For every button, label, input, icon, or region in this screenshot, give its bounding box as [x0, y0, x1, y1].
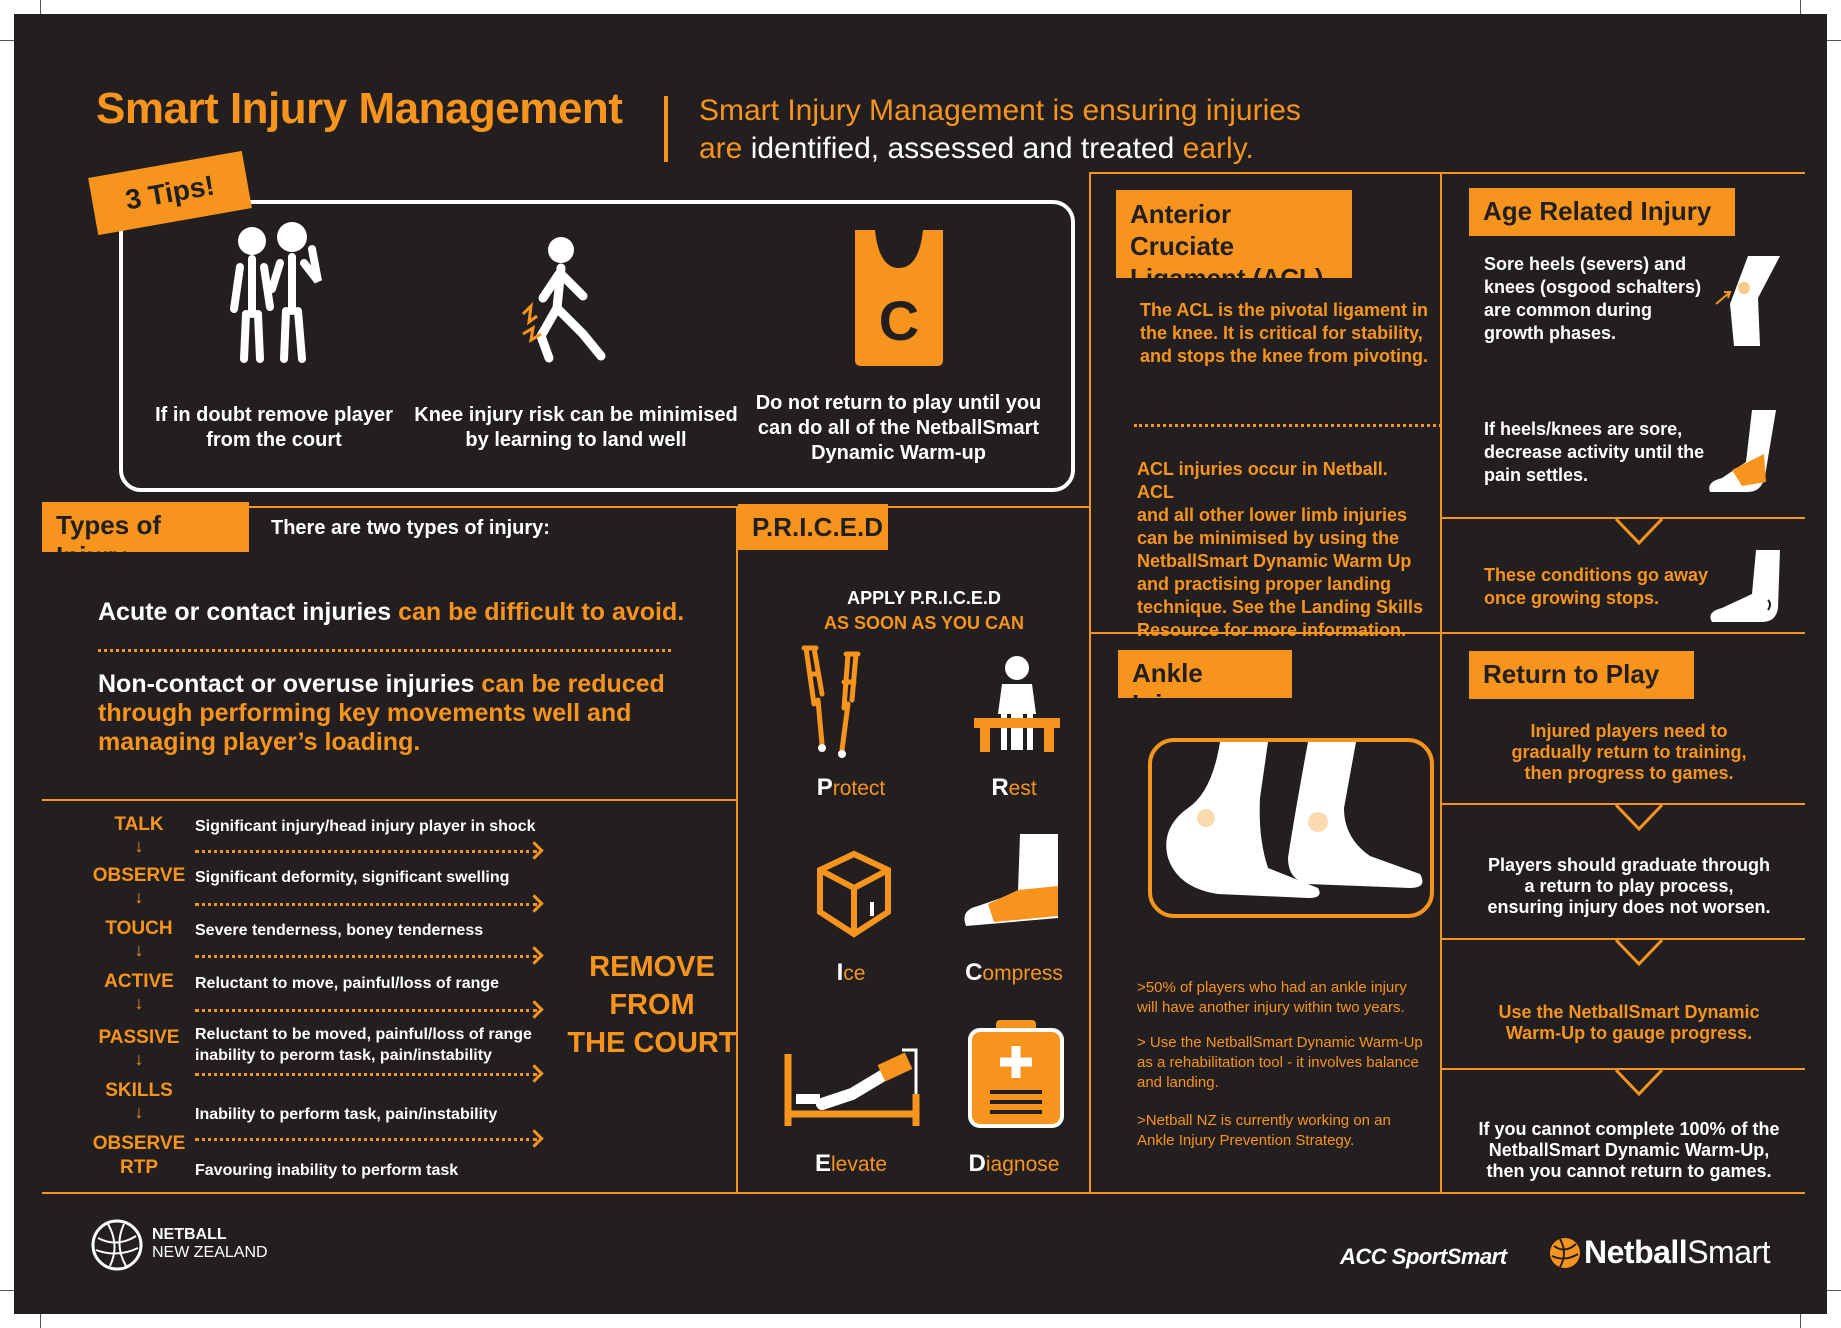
rtp-tab: Return to Play [1469, 651, 1694, 699]
bib-letter: C [878, 289, 920, 352]
priced-compress: Compress [965, 959, 1063, 986]
ankle-feet-illustration [1148, 738, 1434, 918]
crop-mark [0, 1290, 14, 1291]
acc-sportsmart-logo: ACC SportSmart [1340, 1244, 1507, 1269]
dotted-arrow [195, 955, 537, 958]
ankle-bullet-1: >50% of players who had an ankle injury will have another injury within two years. [1137, 979, 1407, 1016]
foot-icon [1706, 548, 1786, 626]
priced-ice: Ice [836, 959, 866, 986]
acl-paragraph-2: ACL injuries occur in Netball. ACL and all other lower limb injuries can be minimised by using the NetballSmart Dynamic Warm Up and practising proper landing technique. See the Landing Skills Resource for more information. [1137, 459, 1424, 640]
running-player-icon [519, 236, 629, 366]
subtitle-line: are identified, assessed and treated early. [699, 132, 1254, 165]
rtp-paragraph-4: If you cannot complete 100% of the NetballSmart Dynamic Warm-Up, then you cannot return to games. [1478, 1119, 1780, 1181]
page-title: Smart Injury Management [96, 84, 623, 133]
step-touch: TOUCH [105, 918, 173, 939]
acute-statement: Acute or contact injuries can be difficult to avoid. [98, 598, 685, 626]
crop-mark [40, 1314, 41, 1328]
priced-tab: P.R.I.C.E.D [738, 504, 888, 550]
priced-protect: Protect [816, 774, 886, 801]
types-intro: There are two types of injury: [271, 517, 550, 539]
crop-mark [0, 40, 14, 41]
tip-3: Do not return to play until you can do all of the NetballSmart Dynamic Warm-up [755, 392, 1042, 464]
rtp-paragraph-2: Players should graduate through a return to play process, ensuring injury does not worsen. [1487, 855, 1771, 917]
netball-nz-wordmark: NETBALL NEW ZEALAND [152, 1226, 268, 1261]
priced-elevate: Elevate [814, 1150, 888, 1177]
first-aid-kit-icon [966, 1018, 1066, 1128]
step-observe: OBSERVE [92, 865, 186, 886]
title-divider [664, 96, 668, 162]
dotted-arrow [195, 850, 537, 853]
step-skills: SKILLS [105, 1080, 173, 1101]
chevron-down-icon [1614, 1068, 1664, 1096]
elevate-bed-icon [782, 1044, 922, 1129]
acl-tab: Anterior Cruciate Ligament (ACL) [1116, 190, 1352, 278]
players-icon [214, 219, 334, 364]
netballsmart-wordmark: NetballSmart [1584, 1234, 1771, 1270]
tip-1: If in doubt remove player from the court [155, 404, 393, 451]
chevron-down-icon [1614, 938, 1664, 966]
step-passive: PASSIVE [98, 1027, 180, 1048]
step-desc: Significant deformity, significant swelling [195, 869, 510, 886]
step-active: ACTIVE [104, 971, 174, 992]
ankle-bullet-2: > Use the NetballSmart Dynamic Warm-Up as a rehabilitation tool - it involves balance and landing. [1137, 1034, 1423, 1091]
types-tab: Types of Injury [42, 502, 249, 552]
poster [14, 14, 1827, 1314]
divider [1440, 172, 1442, 1192]
priced-rest: Rest [991, 774, 1037, 801]
divider [1089, 172, 1091, 1192]
step-desc: Favouring inability to perform task [195, 1162, 459, 1179]
step-desc: Reluctant to move, painful/loss of range [195, 975, 500, 992]
dotted-arrow [195, 1009, 537, 1012]
netballsmart-ball-icon [1548, 1236, 1582, 1270]
age-tab: Age Related Injury [1469, 188, 1735, 236]
page-subtitle [699, 92, 1399, 168]
subtitle-line: Smart Injury Management is ensuring injuries [699, 94, 1301, 127]
step-desc: Inability to perform task, pain/instability [195, 1106, 498, 1123]
divider [736, 506, 738, 1192]
step-desc: Reluctant to be moved, painful/loss of range inability to perorm task, pain/instability [195, 1026, 532, 1064]
step-observe-rtp: OBSERVE RTP [92, 1133, 186, 1178]
dotted-divider [98, 649, 671, 652]
step-talk: TALK [114, 814, 164, 835]
crop-mark [1800, 1314, 1801, 1328]
ankle-tab: Ankle Injury [1118, 650, 1292, 698]
netball-nz-logo-icon [90, 1218, 144, 1272]
down-arrow-icon: ↓ [134, 993, 144, 1013]
crop-mark [40, 0, 41, 14]
compress-foot-icon [958, 830, 1068, 930]
chevron-down-icon [1614, 803, 1664, 831]
remove-from-court: REMOVE FROM THE COURT [567, 951, 737, 1059]
priced-instruction: APPLY P.R.I.C.E.D AS SOON AS YOU CAN [823, 588, 1025, 633]
knee-leg-icon [1714, 254, 1784, 349]
heel-foot-icon [1706, 408, 1778, 498]
acl-paragraph-1: The ACL is the pivotal ligament in the knee. It is critical for stability, and stops the knee from pivoting. [1140, 300, 1429, 366]
crop-mark [1827, 1290, 1841, 1291]
step-desc: Severe tenderness, boney tenderness [195, 922, 484, 939]
down-arrow-icon: ↓ [134, 836, 144, 856]
dotted-divider [1134, 424, 1442, 427]
down-arrow-icon: ↓ [134, 1049, 144, 1069]
divider [42, 1192, 1805, 1194]
dotted-arrow [195, 903, 537, 906]
crutches-icon [796, 644, 876, 759]
noncontact-statement: Non-contact or overuse injuries can be reduced through performing key movements well and managing player’s loading. [98, 670, 665, 756]
rtp-paragraph-3: Use the NetballSmart Dynamic Warm-Up to gauge progress. [1498, 1002, 1760, 1043]
age-paragraph-3: These conditions go away once growing stops. [1484, 565, 1709, 608]
tips-badge: 3 Tips! [88, 151, 252, 235]
tip-2: Knee injury risk can be minimised by learning to land well [414, 404, 738, 451]
dotted-arrow [195, 1073, 537, 1076]
divider [1089, 172, 1805, 174]
bib-icon [849, 228, 949, 368]
ankle-bullet-3: >Netball NZ is currently working on an Ankle Injury Prevention Strategy. [1137, 1112, 1391, 1149]
step-desc: Significant injury/head injury player in shock [195, 818, 536, 835]
priced-diagnose: Diagnose [968, 1150, 1060, 1177]
chevron-down-icon [1614, 517, 1664, 545]
divider [42, 799, 736, 801]
crop-mark [1800, 0, 1801, 14]
down-arrow-icon: ↓ [134, 1102, 144, 1122]
rtp-paragraph-1: Injured players need to gradually return to training, then progress to games. [1511, 721, 1747, 783]
age-paragraph-2: If heels/knees are sore, decrease activity until the pain settles. [1484, 419, 1705, 485]
crop-mark [1827, 40, 1841, 41]
down-arrow-icon: ↓ [134, 887, 144, 907]
age-paragraph-1: Sore heels (severs) and knees (osgood schalters) are common during growth phases. [1484, 254, 1702, 343]
resting-person-icon [972, 654, 1062, 754]
dotted-arrow [195, 1138, 537, 1141]
down-arrow-icon: ↓ [134, 940, 144, 960]
ice-cube-icon [814, 850, 894, 940]
